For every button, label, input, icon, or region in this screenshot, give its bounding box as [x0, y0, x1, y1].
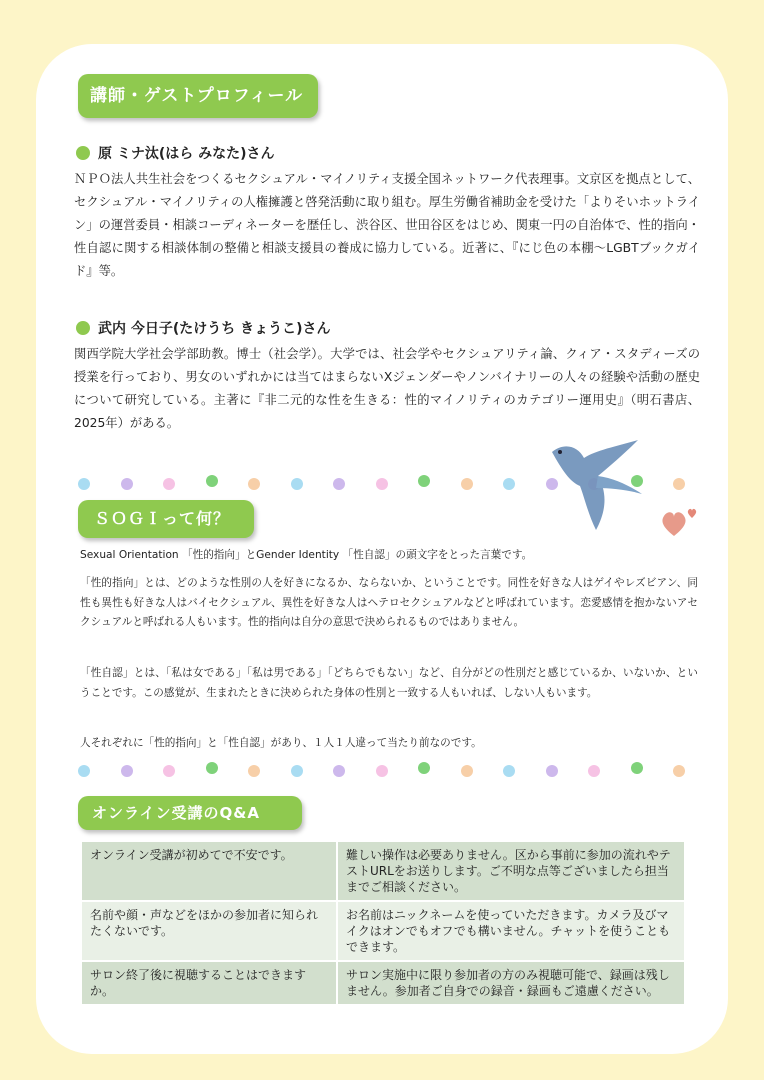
qa-heading: オンライン受講のQ&A: [78, 796, 302, 830]
decor-dot: [291, 478, 303, 490]
question-cell: オンライン受講が初めてで不安です。: [82, 842, 337, 901]
decor-dot: [376, 765, 388, 777]
decor-dot: [418, 762, 430, 774]
decor-dot: [673, 478, 685, 490]
decor-dot: [546, 765, 558, 777]
decor-dot: [206, 475, 218, 487]
decor-dot: [248, 478, 260, 490]
decor-dot: [333, 478, 345, 490]
question-cell: サロン終了後に視聴することはできますか。: [82, 961, 337, 1005]
answer-cell: お名前はニックネームを使っていただきます。カメラ及びマイクはオンでもオフでも構いません。チャットを使うこともできます。: [337, 901, 684, 961]
dot-divider: [78, 762, 688, 778]
decor-dot: [418, 475, 430, 487]
decor-dot: [78, 765, 90, 777]
decor-dot: [673, 765, 685, 777]
table-row: [82, 961, 684, 1005]
decor-dot: [163, 765, 175, 777]
qa-table: [82, 842, 684, 1006]
decor-dot: [291, 765, 303, 777]
decor-dot: [163, 478, 175, 490]
bullet-icon: [76, 146, 90, 160]
guest-bio-1: ＮＰＯ法人共生社会をつくるセクシュアル・マイノリティ支援全国ネットワーク代表理事。文京区を拠点として、セクシュアル・マイノリティの人権擁護と啓発活動に取り組む。厚生労働省補助金を受けた「よりそいホットライン」の運営委員・相談コーディネーターを歴任し、渋谷区、世田谷区をはじめ、関東一円の自治体で、性的指向・性自認に関する相談体制の整備と相談支援員の養成に協力している。近著に、『にじ色の本棚～LGBTブックガイド』等。: [74, 172, 700, 278]
bullet-icon: [76, 321, 90, 335]
table-row: [82, 901, 684, 961]
decor-dot: [503, 765, 515, 777]
decor-dot: [588, 765, 600, 777]
sogi-paragraph-2: 「性自認」とは、「私は女である」「私は男である」「どちらでもない」など、自分がどの性別だと感じているか、いないか、ということです。この感覚が、生まれたときに決められた身体の性別と一致する人もいれば、しない人もいます。: [80, 667, 698, 699]
decor-dot: [121, 478, 133, 490]
decor-dot: [78, 478, 90, 490]
question-cell: 名前や顔・声などをほかの参加者に知られたくないです。: [82, 901, 337, 961]
heart-icon: [660, 504, 706, 540]
sogi-paragraph-1: 「性的指向」とは、どのような性別の人を好きになるか、ならないか、ということです。同性を好きな人はゲイやレズビアン、同性も異性も好きな人はバイセクシュアル、異性を好きな人はヘテロセクシュアルなどと呼ばれています。恋愛感情を抱かないアセクシュアルと呼ばれる人もいます。性的指向は自分の意思で決められるものではありません。: [80, 577, 698, 628]
decor-dot: [121, 765, 133, 777]
profile-heading: 講師・ゲストプロフィール: [78, 74, 318, 118]
guest-bio-2: 関西学院大学社会学部助教。博士（社会学）。大学では、社会学やセクシュアリティ論、クィア・スタディーズの授業を行っており、男女のいずれかには当てはまらないXジェンダーやノンバイナリーの人々の経験や活動の歴史について研究している。主著に『非二元的な性を生きる：性的マイノリティのカテゴリー運用史』（明石書店、2025年）がある。: [74, 347, 700, 430]
decor-dot: [206, 762, 218, 774]
answer-cell: サロン実施中に限り参加者の方のみ視聴可能で、録画は残しません。参加者ご自身での録音・録画もご遠慮ください。: [337, 961, 684, 1005]
sogi-paragraph-3: 人それぞれに「性的指向」と「性自認」があり、１人１人違って当たり前なのです。: [80, 737, 482, 749]
guest-name-2: 武内 今日子(たけうち きょうこ)さん: [76, 318, 331, 338]
decor-dot: [631, 762, 643, 774]
decor-dot: [503, 478, 515, 490]
decor-dot: [461, 478, 473, 490]
guest-name-1: 原 ミナ汰(はら みなた)さん: [76, 143, 275, 163]
swallow-icon: [544, 430, 654, 540]
table-row: [82, 842, 684, 901]
decor-dot: [461, 765, 473, 777]
decor-dot: [333, 765, 345, 777]
decor-dot: [376, 478, 388, 490]
answer-cell: 難しい操作は必要ありません。区から事前に参加の流れやテストURLをお送りします。ご不明な点等ございましたら担当までご相談ください。: [337, 842, 684, 901]
sogi-intro: Sexual Orientation 「性的指向」とGender Identity 「性自認」の頭文字をとった言葉です。: [80, 549, 533, 561]
sogi-heading: ＳＯＧＩって何？: [78, 500, 254, 538]
decor-dot: [248, 765, 260, 777]
